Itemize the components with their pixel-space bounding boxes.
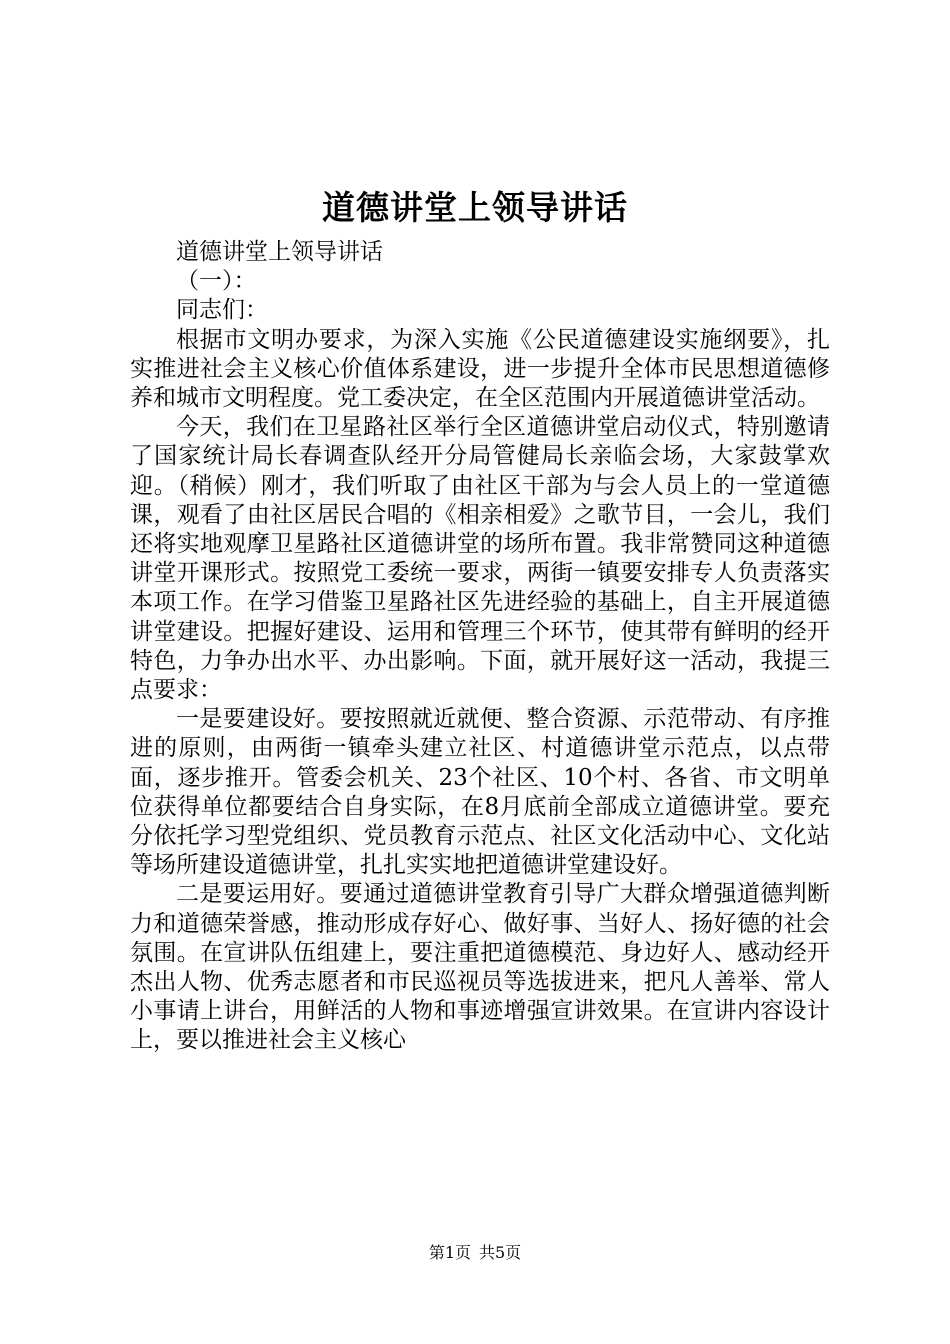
document-title: 道德讲堂上领导讲话 [322,188,628,227]
salutation: 同志们： [176,297,268,324]
page-footer [0,1242,950,1264]
body-paragraph: 根据市文明办要求，为深入实施《公民道德建设实施纲要》，扎实推进社会主义核心价值体系建设，进一步提升全体市民思想道德修养和城市文明程度。党工委决定，在全区范围内开展道德讲堂活动。 [130,326,830,412]
body-paragraph: 一是要建设好。要按照就近就便、整合资源、示范带动、有序推进的原则，由两街一镇牵头建立社区、村道德讲堂示范点，以点带面，逐步推开。管委会机关、23个社区、10个村、各省、市文明单位获得单位都要结合自身实际，在8月底前全部成立道德讲堂。要充分依托学习型党组织、党员教育示范点、社区文化活动中心、文化站等场所建设道德讲堂，扎扎实实地把道德讲堂建设好。 [130,706,830,879]
document-body [130,238,830,1056]
body-paragraph: 今天，我们在卫星路社区举行全区道德讲堂启动仪式，特别邀请了国家统计局长春调查队经开分局管健局长亲临会场，大家鼓掌欢迎。（稍候）刚才，我们听取了由社区干部为与会人员上的一堂道德课，观看了由社区居民合唱的《相亲相爱》之歌节目，一会儿，我们还将实地观摩卫星路社区道德讲堂的场所布置。我非常赞同这种道德讲堂开课形式。按照党工委统一要求，两街一镇要安排专人负责落实本项工作。在学习借鉴卫星路社区先进经验的基础上，自主开展道德讲堂建设。把握好建设、运用和管理三个环节，使其带有鲜明的经开特色，力争办出水平、办出影响。下面，就开展好这一活动，我提三点要求： [130,414,830,704]
section-marker: （一）： [176,268,257,295]
subtitle-paragraph: 道德讲堂上领导讲话 [176,239,383,265]
page-number: 第1页 [428,1243,471,1262]
total-pages: 共5页 [479,1243,522,1262]
body-paragraph: 二是要运用好。要通过道德讲堂教育引导广大群众增强道德判断力和道德荣誉感，推动形成存好心、做好事、当好人、扬好德的社会氛围。在宣讲队伍组建上，要注重把道德模范、身边好人、感动经开杰出人物、优秀志愿者和市民巡视员等选拔进来，把凡人善举、常人小事请上讲台，用鲜活的人物和事迹增强宣讲效果。在宣讲内容设计上，要以推进社会主义核心 [130,881,830,1054]
